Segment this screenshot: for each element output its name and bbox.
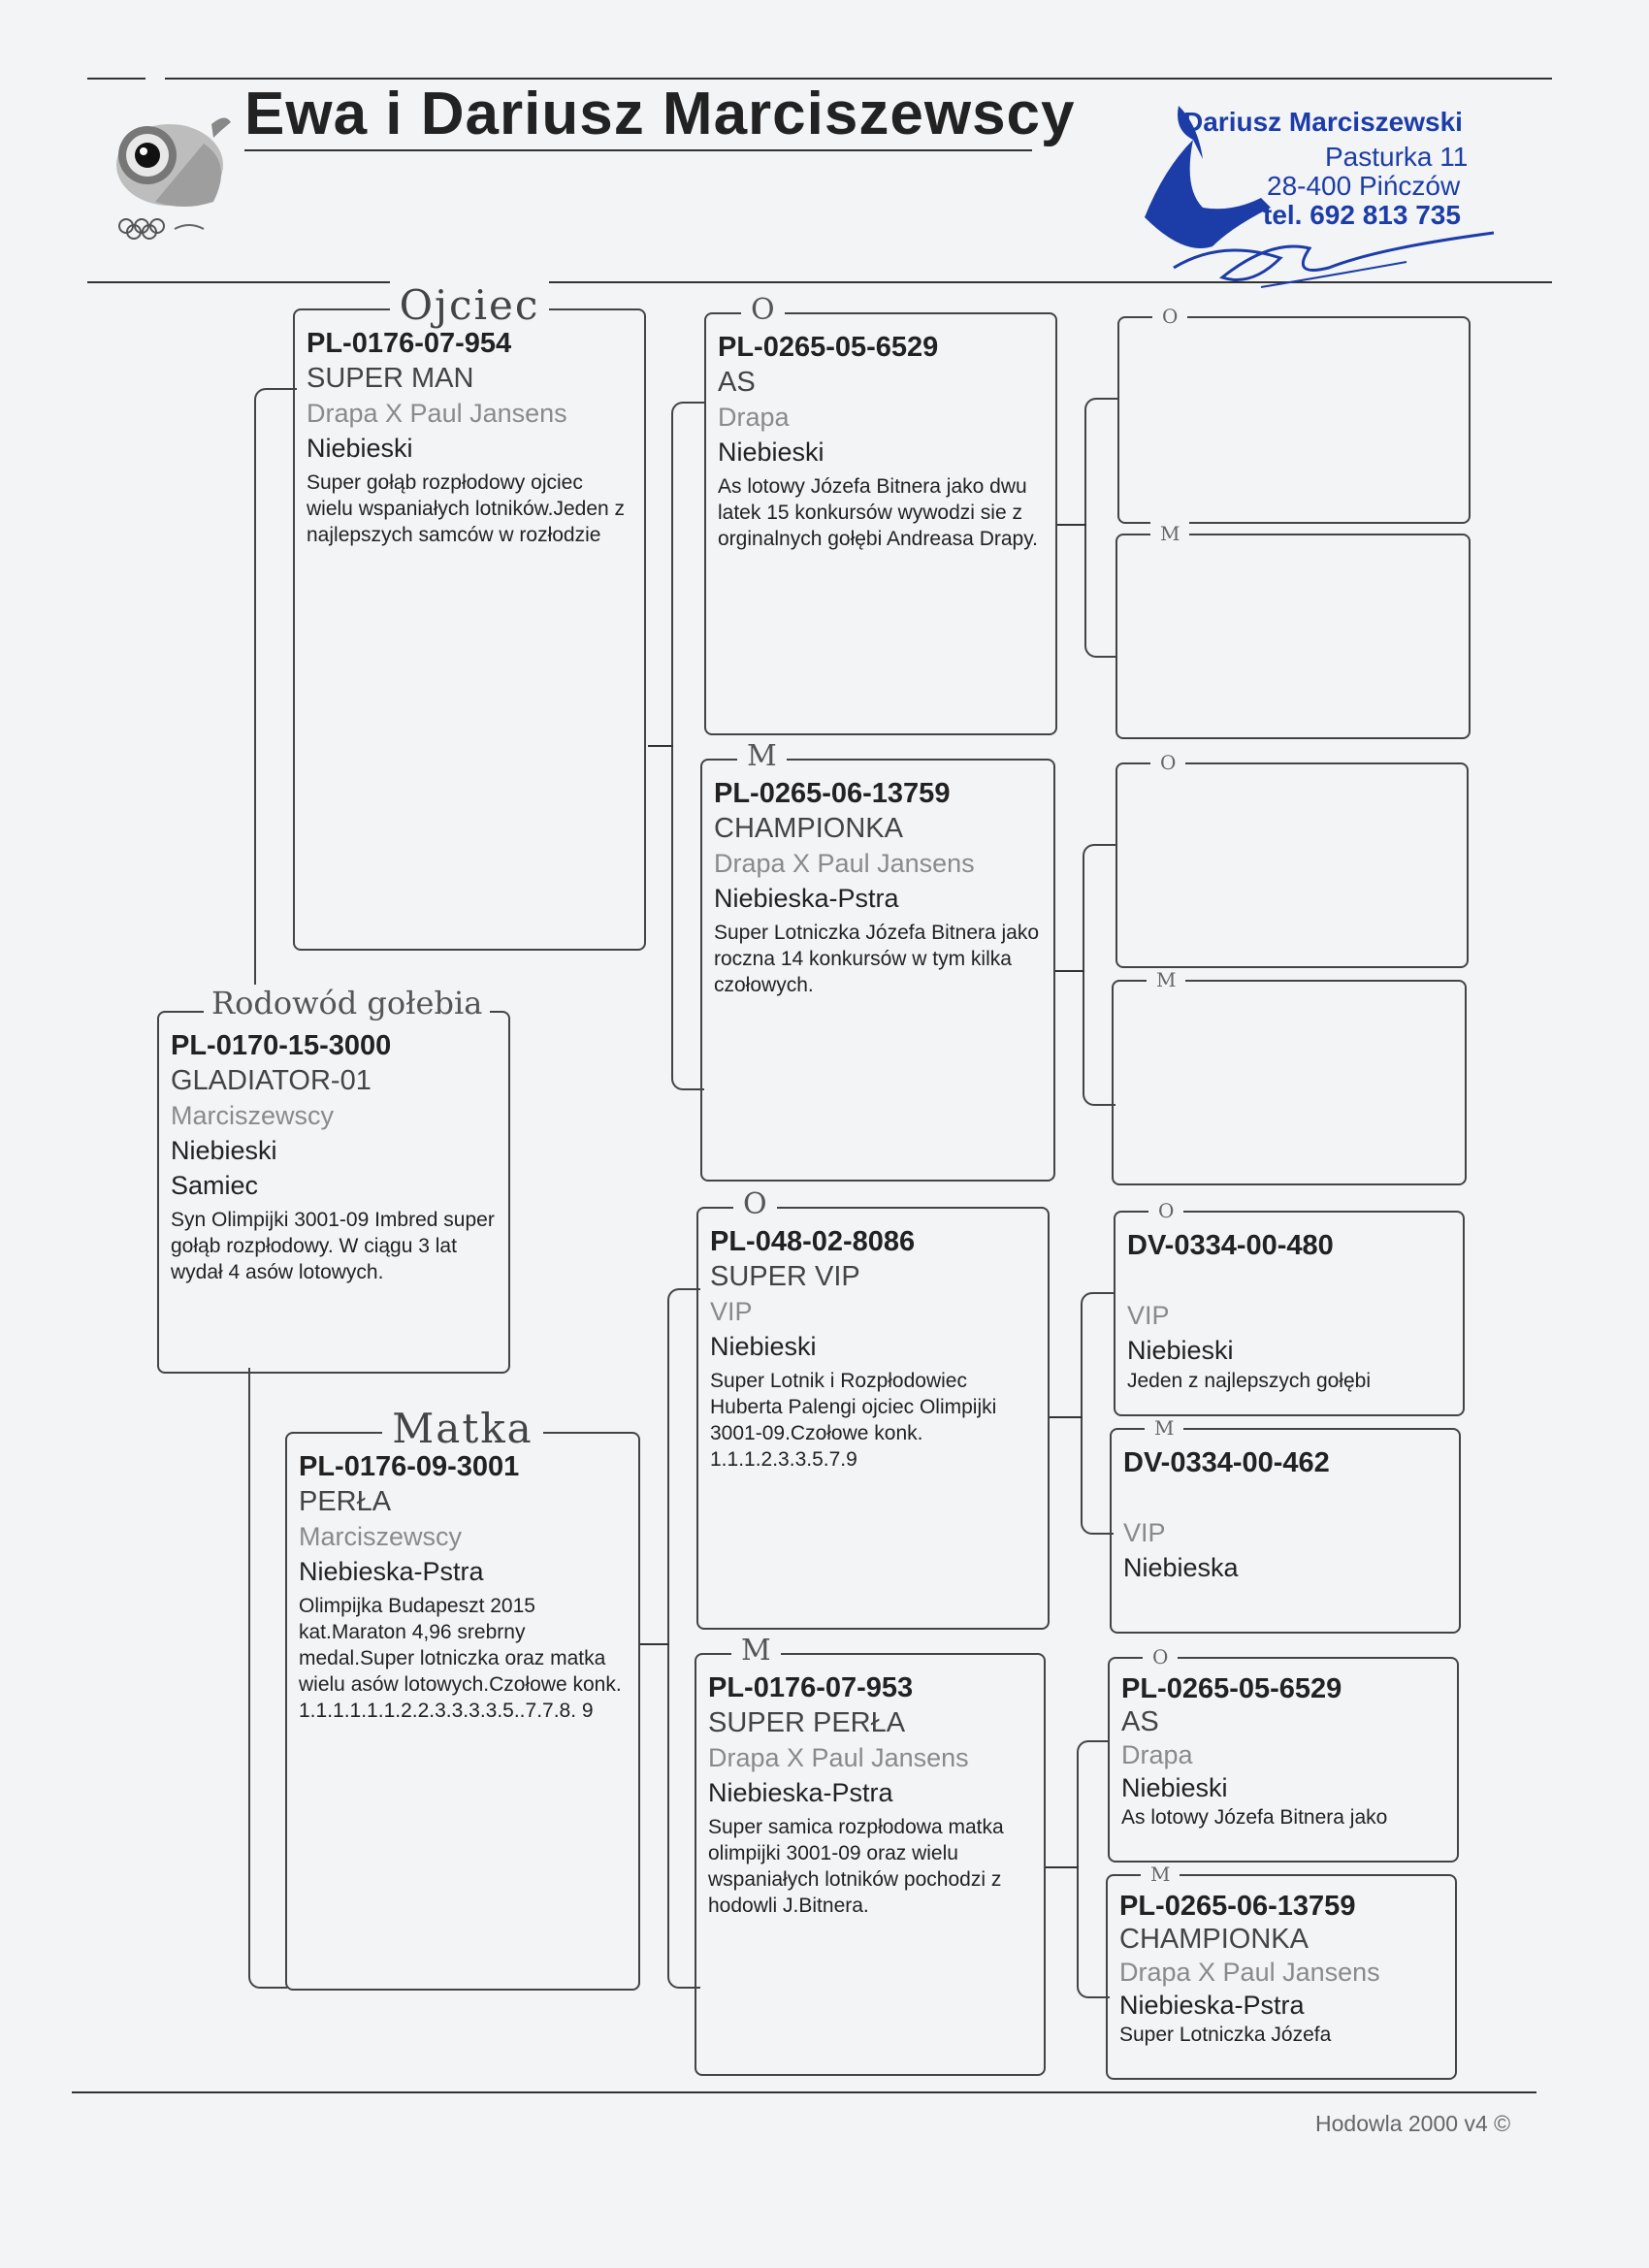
subject-note: Syn Olimpijki 3001-09 Imbred super gołąb rozpłodowy. W ciągu 3 lat wydał 4 asów lotowych. [171,1209,495,1283]
mmf-ring: PL-0265-05-6529 [1121,1673,1342,1704]
mm-color: Niebieska-Pstra [708,1778,893,1807]
ff-color: Niebieski [718,437,824,467]
mf-label: O [733,1187,777,1221]
mf-color: Niebieski [710,1332,817,1361]
mm-name: SUPER PERŁA [708,1707,906,1738]
fff-box [1117,305,1471,524]
mmf-box [1108,1645,1459,1863]
mmm-box [1106,1863,1457,2080]
connector-mf-stub [1050,1416,1083,1418]
mm-ring: PL-0176-07-953 [708,1672,914,1703]
ffm-label: M [1150,522,1189,545]
page-title: Ewa i Dariusz Marciszewscy [244,81,1076,147]
fmf-box [1116,751,1469,968]
father-label: Ojciec [390,281,550,329]
mm-origin: Drapa X Paul Jansens [708,1743,969,1772]
fff-label: O [1152,305,1187,328]
mfm-label: M [1145,1416,1183,1440]
mmm-ring: PL-0265-06-13759 [1119,1891,1356,1922]
mff-label: O [1148,1199,1183,1222]
connector-ff-stub [1057,524,1086,526]
mmm-name: CHAMPIONKA [1119,1924,1309,1955]
mmf-color: Niebieski [1121,1773,1228,1802]
ffm-box [1116,522,1471,739]
connector-subject-mother [248,1368,287,1989]
fm-name: CHAMPIONKA [714,813,903,844]
subject-box [157,1011,510,1374]
father-color: Niebieski [307,434,413,463]
ff-ring: PL-0265-05-6529 [718,332,939,363]
stamp-name: Dariusz Marciszewski [1183,107,1463,137]
subject-origin: Marciszewscy [171,1101,335,1130]
mff-color: Niebieski [1127,1336,1234,1365]
title-underline [244,149,1032,151]
connector-father-parents [671,402,704,1090]
mm-label: M [731,1634,781,1668]
mother-box [285,1405,640,1991]
pigeon-logo-icon [97,105,242,241]
mff-origin: VIP [1127,1301,1170,1330]
connector-ff [1084,398,1117,658]
mother-ring: PL-0176-09-3001 [299,1451,520,1482]
fm-label: M [737,739,787,773]
mother-note: Olimpijka Budapeszt 2015 kat.Maraton 4,96 srebrny medal.Super lotniczka oraz matka wielu asów lotowych.Czołowe konk. 1.1.1.1.1.1.2.2.3.3.3.3.5..7.7.8. 9 [299,1595,622,1722]
mf-box [696,1187,1050,1630]
connector-mother-stub [640,1643,669,1645]
connector-fm [1083,844,1116,1106]
mfm-ring: DV-0334-00-462 [1123,1447,1330,1478]
mm-note: Super samica rozpłodowa matka olimpijki 3001-09 oraz wielu wspaniałych lotników pochodzi z hodowli J.Bitnera. [708,1816,1004,1917]
mmm-color: Niebieska-Pstra [1119,1991,1305,2020]
connector-fm-stub [1053,970,1084,972]
fm-note: Super Lotniczka Józefa Bitnera jako roczna 14 konkursów w tym kilka czołowych. [714,922,1040,996]
ff-note: As lotowy Józefa Bitnera jako dwu latek 15 konkursów wywodzi sie z orginalnych gołębi Andreasa Drapy. [718,475,1038,550]
subject-name: GLADIATOR-01 [171,1065,372,1096]
subject-sex: Samiec [171,1171,259,1200]
mm-box [695,1634,1046,2076]
mmf-name: AS [1121,1706,1159,1737]
subject-color: Niebieski [171,1136,277,1165]
mff-note: Jeden z najlepszych gołębi [1127,1370,1371,1392]
top-rule-short [87,78,146,80]
signature-icon [1164,219,1513,297]
mother-name: PERŁA [299,1486,392,1517]
fmm-box [1112,968,1467,1185]
stamp-street: Pasturka 11 [1325,142,1469,172]
ff-label: O [741,293,785,327]
father-name: SUPER MAN [307,363,474,394]
mmf-note: As lotowy Józefa Bitnera jako [1121,1806,1388,1829]
father-origin: Drapa X Paul Jansens [307,399,567,428]
connector-mm [1077,1740,1110,1998]
connector-mf [1081,1292,1114,1535]
mff-box [1114,1199,1465,1416]
footer-text: Hodowla 2000 v4 © [1315,2111,1511,2136]
father-note: Super gołąb rozpłodowy ojciec wielu wspaniałych lotników.Jeden z najlepszych samców w rozłodzie [307,471,626,546]
fm-origin: Drapa X Paul Jansens [714,849,975,878]
fmm-label: M [1147,968,1185,991]
father-box [293,281,646,951]
mmf-label: O [1143,1645,1178,1669]
mmm-note: Super Lotniczka Józefa [1119,2024,1332,2046]
mmf-origin: Drapa [1121,1740,1193,1769]
mff-ring: DV-0334-00-480 [1127,1230,1334,1261]
mother-origin: Marciszewscy [299,1522,463,1551]
mf-name: SUPER VIP [710,1261,860,1292]
mfm-origin: VIP [1123,1518,1166,1547]
mmm-label: M [1141,1863,1180,1886]
stamp-phone: tel. 692 813 735 [1263,200,1461,230]
mf-origin: VIP [710,1297,753,1326]
mother-label: Matka [382,1405,542,1452]
subject-ring: PL-0170-15-3000 [171,1030,392,1061]
mmm-origin: Drapa X Paul Jansens [1119,1958,1380,1987]
ff-box [704,293,1057,735]
fm-ring: PL-0265-06-13759 [714,778,951,809]
mf-note: Super Lotnik i Rozpłodowiec Huberta Palengi ojciec Olimpijki 3001-09.Czołowe konk. 1.1.1.2.3.3.5.7.9 [710,1370,997,1471]
connector-father-stub [648,745,673,747]
connector-subject-father [254,388,297,999]
ff-name: AS [718,367,756,398]
mfm-box [1110,1416,1461,1634]
fmf-label: O [1150,751,1185,774]
fm-box [700,739,1055,1182]
mother-color: Niebieska-Pstra [299,1557,484,1586]
mf-ring: PL-048-02-8086 [710,1226,916,1257]
connector-mm-stub [1046,1866,1079,1868]
fm-color: Niebieska-Pstra [714,884,899,913]
subject-label: Rodowód gołebia [204,985,490,1021]
mfm-color: Niebieska [1123,1553,1239,1582]
footer-rule [72,2091,1536,2093]
father-ring: PL-0176-07-954 [307,328,512,359]
ff-origin: Drapa [718,403,790,432]
stamp-city: 28-400 Pińczów [1267,171,1461,201]
